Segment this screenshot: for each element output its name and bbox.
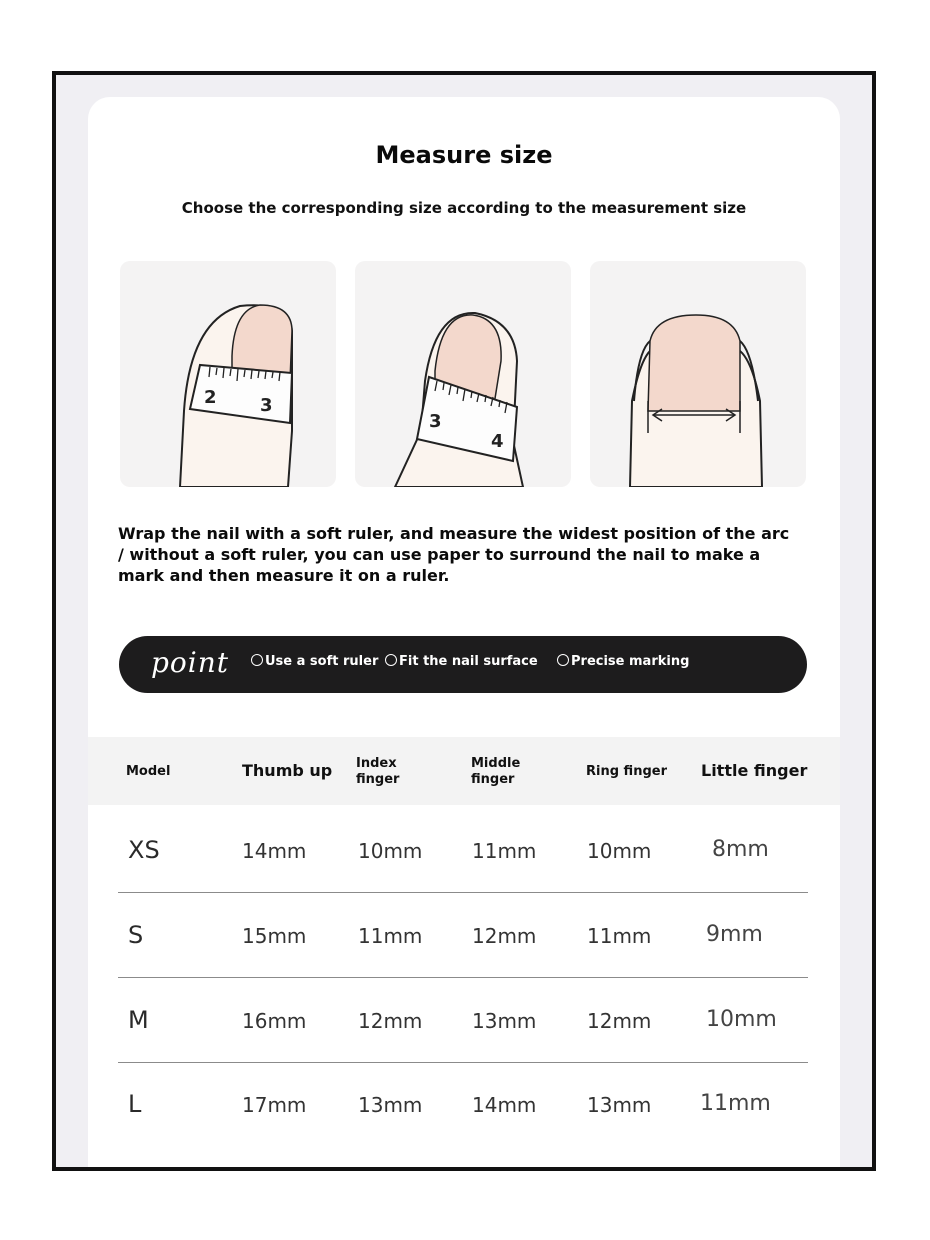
cell-ring: 12mm: [587, 1009, 652, 1033]
cell-middle: 14mm: [472, 1093, 537, 1117]
page-title: Measure size: [375, 141, 553, 169]
cell-ring: 13mm: [587, 1093, 652, 1117]
cell-middle: 11mm: [472, 839, 537, 863]
page-subtitle: Choose the corresponding size according to the measurement size: [181, 199, 747, 217]
row-divider: [118, 892, 808, 894]
cell-little: 11mm: [700, 1091, 771, 1116]
cell-index: 12mm: [358, 1009, 423, 1033]
nail-width-icon: [590, 261, 806, 487]
cell-thumb: 15mm: [242, 924, 307, 948]
cell-model: XS: [128, 836, 160, 864]
table-row: [118, 1063, 808, 1147]
row-divider: [118, 977, 808, 979]
cell-index: 13mm: [358, 1093, 423, 1117]
header-index: Index finger: [356, 756, 400, 787]
point-item: [385, 654, 538, 669]
measurement-instructions: Wrap the nail with a soft ruler, and measure the widest position of the arc / without a soft ruler, you can use paper to surround the nail to make a mark and then measure it on a ruler.: [118, 524, 790, 585]
cell-model: S: [128, 921, 144, 949]
size-guide-card: [88, 97, 840, 1167]
header-middle: Middle finger: [471, 756, 521, 787]
cell-model: M: [128, 1006, 149, 1034]
point-item: [557, 654, 689, 669]
cell-ring: 10mm: [587, 839, 652, 863]
nail-width-illustration: [590, 261, 806, 487]
header-little: Little finger: [701, 761, 808, 780]
cell-little: 8mm: [712, 837, 769, 862]
table-row: [118, 979, 808, 1063]
ruler-number: 4: [491, 431, 504, 452]
thumb-ruler-icon: [120, 261, 336, 487]
point-item-label: Use a soft ruler: [265, 654, 379, 669]
ruler-number: 3: [429, 411, 442, 432]
cell-middle: 13mm: [472, 1009, 537, 1033]
header-thumb: Thumb up: [242, 761, 333, 780]
cell-index: 11mm: [358, 924, 423, 948]
cell-middle: 12mm: [472, 924, 537, 948]
size-guide-frame: [52, 71, 876, 1171]
ruler-number: 3: [260, 395, 273, 416]
cell-model: L: [128, 1090, 142, 1118]
circle-icon: [251, 654, 263, 666]
header-ring: Ring finger: [586, 764, 667, 779]
point-item-label: Fit the nail surface: [399, 654, 538, 669]
cell-thumb: 16mm: [242, 1009, 307, 1033]
point-label: point: [151, 646, 230, 679]
point-bar: [119, 636, 807, 693]
cell-ring: 11mm: [587, 924, 652, 948]
cell-thumb: 14mm: [242, 839, 307, 863]
point-item: [251, 654, 378, 669]
ruler-number: 2: [204, 387, 217, 408]
circle-icon: [385, 654, 397, 666]
size-table-header: [88, 737, 840, 805]
cell-little: 9mm: [706, 922, 763, 947]
table-row: [118, 894, 808, 978]
cell-thumb: 17mm: [242, 1093, 307, 1117]
cell-little: 10mm: [706, 1007, 777, 1032]
header-model: Model: [126, 764, 171, 779]
cell-index: 10mm: [358, 839, 423, 863]
table-row: [118, 809, 808, 893]
finger-ruler-illustration: [355, 261, 571, 487]
point-item-label: Precise marking: [571, 654, 690, 669]
circle-icon: [557, 654, 569, 666]
thumb-ruler-illustration: [120, 261, 336, 487]
finger-ruler-icon: [355, 261, 571, 487]
